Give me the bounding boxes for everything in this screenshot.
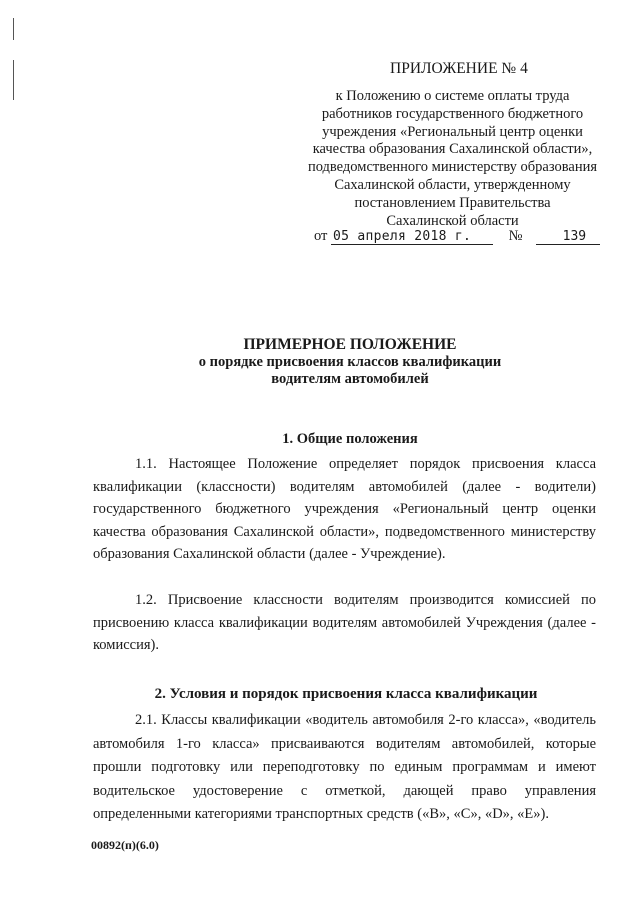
date-prefix: от [314,228,328,244]
section-heading: 2. Условия и порядок присвоения класса квалификации [154,686,538,702]
date-number-line [314,228,600,245]
section-heading: 1. Общие положения [282,431,418,447]
appendix-title: ПРИЛОЖЕНИЕ № 4 [390,60,528,77]
document-title [120,336,580,389]
number-sign: № [508,228,523,244]
margin-mark [13,60,14,100]
date-value: 05 апреля 2018 г. [331,229,493,245]
title-line-2: о порядке присвоения классов квалификации [198,353,502,370]
approval-line: постановлением Правительства [354,194,551,211]
approval-line: работников государственного бюджетного [321,105,584,122]
approval-block [270,88,635,230]
footer-code: 00892(п)(6.0) [91,838,159,852]
approval-line: подведомственного министерству образования [307,159,598,176]
title-line-3: водителям автомобилей [271,371,429,387]
title-line-1: ПРИМЕРНОЕ ПОЛОЖЕНИЕ [243,336,457,353]
approval-line: Сахалинской области [386,212,519,229]
margin-mark [13,18,14,40]
approval-line: учреждения «Региональный центр оценки [322,123,583,140]
paragraph: 1.1. Настоящее Положение определяет порядок присвоения класса квалификации (классности) водителям автомобилей (далее - водители) государственного бюджетного учреждения «Региональный центр оценки качества образования Сахалинской области», подведомственного министерству образования Сахалинской области (далее - Учреждение). [93,456,596,562]
approval-line: качества образования Сахалинской области», [312,141,593,158]
paragraph: 2.1. Классы квалификации «водитель автомобиля 2-го класса», «водитель автомобиля 1-го класса» присваиваются водителям автомобилей, которые прошли подготовку или переподготовку по единым программам и имеют водительское удостоверение с отметкой, дающей право управления определенными категориями транспортных средств («B», «C», «D», «E»). [93,712,596,822]
paragraph: 1.2. Присвоение классности водителям производится комиссией по присвоению класса квалификации водителям автомобилей Учреждения (далее - комиссия). [93,592,596,653]
approval-line: к Положению о системе оплаты труда [335,88,570,104]
number-value: 139 [536,229,600,245]
approval-line: Сахалинской области, утвержденному [334,176,571,193]
